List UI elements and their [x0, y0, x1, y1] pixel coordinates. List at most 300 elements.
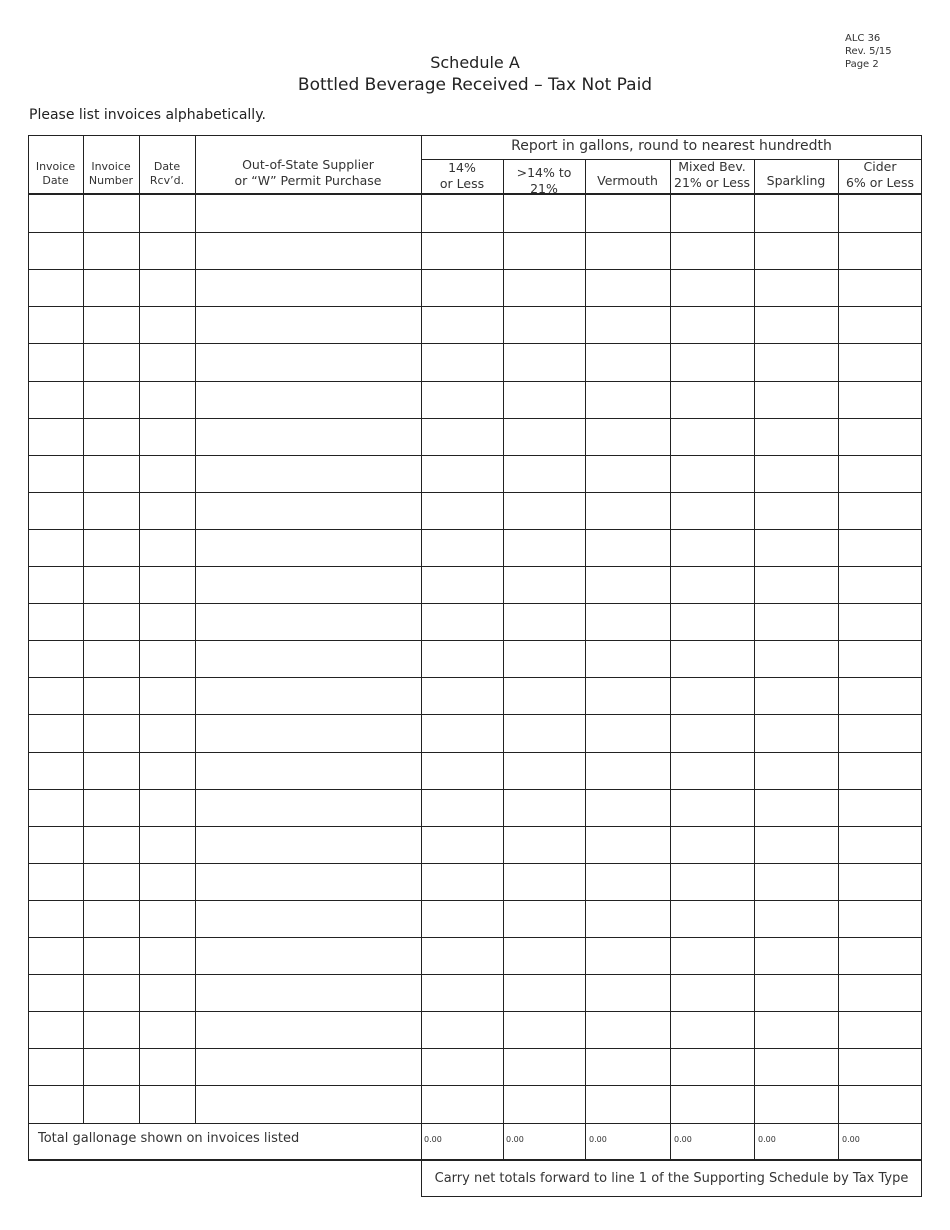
cell-fourteen_to_21[interactable]	[503, 343, 585, 380]
cell-date_received[interactable]	[139, 306, 195, 343]
cell-invoice_date[interactable]	[28, 381, 83, 418]
cell-vermouth[interactable]	[585, 418, 670, 455]
cell-vermouth[interactable]	[585, 863, 670, 900]
row-divider	[28, 752, 922, 753]
cell-supplier[interactable]	[195, 195, 421, 232]
cell-fourteen_to_21[interactable]	[503, 640, 585, 677]
cell-cider[interactable]	[838, 492, 922, 529]
cell-supplier[interactable]	[195, 529, 421, 566]
cell-cider[interactable]	[838, 1085, 922, 1122]
cell-vermouth[interactable]	[585, 343, 670, 380]
cell-mixed_bev[interactable]	[670, 863, 754, 900]
cell-mixed_bev[interactable]	[670, 789, 754, 826]
cell-date_received[interactable]	[139, 455, 195, 492]
cell-fourteen_to_21[interactable]	[503, 714, 585, 751]
cell-invoice_number[interactable]	[83, 529, 139, 566]
cell-supplier[interactable]	[195, 900, 421, 937]
cell-sparkling[interactable]	[754, 566, 838, 603]
cell-invoice_date[interactable]	[28, 418, 83, 455]
cell-fourteen_or_less[interactable]	[421, 306, 503, 343]
form-revision: Rev. 5/15	[845, 46, 892, 57]
cell-sparkling[interactable]	[754, 1048, 838, 1085]
cell-invoice_number[interactable]	[83, 306, 139, 343]
cell-mixed_bev[interactable]	[670, 1085, 754, 1122]
cell-invoice_date[interactable]	[28, 640, 83, 677]
cell-fourteen_to_21[interactable]	[503, 381, 585, 418]
table-row	[28, 640, 922, 677]
cell-fourteen_to_21[interactable]	[503, 269, 585, 306]
cell-sparkling[interactable]	[754, 640, 838, 677]
cell-fourteen_or_less[interactable]	[421, 826, 503, 863]
total-14-or-less[interactable]: 0.00	[424, 1135, 442, 1144]
cell-sparkling[interactable]	[754, 863, 838, 900]
cell-fourteen_or_less[interactable]	[421, 640, 503, 677]
cell-invoice_number[interactable]	[83, 343, 139, 380]
row-divider	[28, 232, 922, 233]
cell-supplier[interactable]	[195, 863, 421, 900]
cell-fourteen_to_21[interactable]	[503, 566, 585, 603]
cell-invoice_number[interactable]	[83, 1011, 139, 1048]
cell-supplier[interactable]	[195, 455, 421, 492]
table-row	[28, 603, 922, 640]
table-row	[28, 974, 922, 1011]
cell-invoice_date[interactable]	[28, 195, 83, 232]
table-row	[28, 195, 922, 232]
cell-sparkling[interactable]	[754, 343, 838, 380]
table-row	[28, 455, 922, 492]
cell-supplier[interactable]	[195, 269, 421, 306]
cell-fourteen_or_less[interactable]	[421, 1048, 503, 1085]
cell-fourteen_to_21[interactable]	[503, 1011, 585, 1048]
cell-fourteen_to_21[interactable]	[503, 195, 585, 232]
cell-date_received[interactable]	[139, 863, 195, 900]
cell-supplier[interactable]	[195, 492, 421, 529]
cell-mixed_bev[interactable]	[670, 232, 754, 269]
column-header-line1: Mixed Bev.	[678, 159, 746, 175]
table-row	[28, 566, 922, 603]
cell-supplier[interactable]	[195, 381, 421, 418]
cell-invoice_number[interactable]	[83, 974, 139, 1011]
cell-invoice_date[interactable]	[28, 529, 83, 566]
table-row	[28, 343, 922, 380]
cell-invoice_date[interactable]	[28, 937, 83, 974]
cell-fourteen_to_21[interactable]	[503, 974, 585, 1011]
cell-fourteen_to_21[interactable]	[503, 826, 585, 863]
cell-cider[interactable]	[838, 455, 922, 492]
cell-vermouth[interactable]	[585, 826, 670, 863]
row-divider	[28, 640, 922, 641]
cell-mixed_bev[interactable]	[670, 418, 754, 455]
cell-sparkling[interactable]	[754, 789, 838, 826]
cell-fourteen_to_21[interactable]	[503, 492, 585, 529]
cell-date_received[interactable]	[139, 789, 195, 826]
cell-invoice_date[interactable]	[28, 306, 83, 343]
cell-invoice_number[interactable]	[83, 232, 139, 269]
cell-vermouth[interactable]	[585, 1011, 670, 1048]
cell-invoice_date[interactable]	[28, 789, 83, 826]
column-header-line2: or “W” Permit Purchase	[234, 173, 382, 188]
cell-vermouth[interactable]	[585, 1048, 670, 1085]
total-sparkling[interactable]: 0.00	[758, 1135, 776, 1144]
cell-fourteen_or_less[interactable]	[421, 603, 503, 640]
cell-mixed_bev[interactable]	[670, 1048, 754, 1085]
cell-sparkling[interactable]	[754, 937, 838, 974]
cell-cider[interactable]	[838, 343, 922, 380]
cell-invoice_date[interactable]	[28, 232, 83, 269]
total-vermouth[interactable]: 0.00	[589, 1135, 607, 1144]
cell-mixed_bev[interactable]	[670, 529, 754, 566]
cell-fourteen_or_less[interactable]	[421, 863, 503, 900]
cell-mixed_bev[interactable]	[670, 566, 754, 603]
cell-invoice_number[interactable]	[83, 269, 139, 306]
cell-vermouth[interactable]	[585, 566, 670, 603]
row-divider	[28, 381, 922, 382]
cell-fourteen_or_less[interactable]	[421, 714, 503, 751]
column-header-line1: Date	[153, 160, 181, 174]
cell-cider[interactable]	[838, 752, 922, 789]
row-divider	[28, 1011, 922, 1012]
cell-invoice_number[interactable]	[83, 714, 139, 751]
cell-date_received[interactable]	[139, 826, 195, 863]
cell-supplier[interactable]	[195, 752, 421, 789]
cell-invoice_date[interactable]	[28, 1048, 83, 1085]
table-row	[28, 232, 922, 269]
table-row	[28, 826, 922, 863]
cell-supplier[interactable]	[195, 343, 421, 380]
cell-sparkling[interactable]	[754, 677, 838, 714]
cell-supplier[interactable]	[195, 937, 421, 974]
cell-vermouth[interactable]	[585, 306, 670, 343]
cell-invoice_date[interactable]	[28, 603, 83, 640]
cell-mixed_bev[interactable]	[670, 752, 754, 789]
cell-invoice_date[interactable]	[28, 714, 83, 751]
cell-cider[interactable]	[838, 789, 922, 826]
table-row	[28, 269, 922, 306]
table-row	[28, 418, 922, 455]
cell-fourteen_or_less[interactable]	[421, 1011, 503, 1048]
column-header-line2: 6% or Less	[845, 175, 915, 190]
cell-mixed_bev[interactable]	[670, 826, 754, 863]
cell-mixed_bev[interactable]	[670, 603, 754, 640]
cell-vermouth[interactable]	[585, 529, 670, 566]
cell-sparkling[interactable]	[754, 826, 838, 863]
cell-vermouth[interactable]	[585, 640, 670, 677]
cell-sparkling[interactable]	[754, 455, 838, 492]
cell-mixed_bev[interactable]	[670, 381, 754, 418]
cell-supplier[interactable]	[195, 1048, 421, 1085]
cell-date_received[interactable]	[139, 714, 195, 751]
cell-mixed_bev[interactable]	[670, 269, 754, 306]
cell-date_received[interactable]	[139, 566, 195, 603]
cell-mixed_bev[interactable]	[670, 1011, 754, 1048]
cell-fourteen_to_21[interactable]	[503, 937, 585, 974]
cell-cider[interactable]	[838, 603, 922, 640]
cell-vermouth[interactable]	[585, 381, 670, 418]
cell-vermouth[interactable]	[585, 677, 670, 714]
cell-date_received[interactable]	[139, 1011, 195, 1048]
cell-fourteen_or_less[interactable]	[421, 900, 503, 937]
cell-invoice_number[interactable]	[83, 677, 139, 714]
cell-mixed_bev[interactable]	[670, 974, 754, 1011]
cell-date_received[interactable]	[139, 1048, 195, 1085]
cell-cider[interactable]	[838, 677, 922, 714]
cell-fourteen_or_less[interactable]	[421, 232, 503, 269]
cell-vermouth[interactable]	[585, 232, 670, 269]
cell-vermouth[interactable]	[585, 269, 670, 306]
cell-invoice_date[interactable]	[28, 492, 83, 529]
total-14-to-21[interactable]: 0.00	[506, 1135, 524, 1144]
cell-fourteen_or_less[interactable]	[421, 343, 503, 380]
cell-fourteen_or_less[interactable]	[421, 1085, 503, 1122]
cell-invoice_number[interactable]	[83, 826, 139, 863]
cell-invoice_date[interactable]	[28, 826, 83, 863]
cell-cider[interactable]	[838, 826, 922, 863]
cell-supplier[interactable]	[195, 566, 421, 603]
cell-invoice_number[interactable]	[83, 381, 139, 418]
cell-invoice_number[interactable]	[83, 492, 139, 529]
cell-invoice_number[interactable]	[83, 455, 139, 492]
cell-fourteen_to_21[interactable]	[503, 677, 585, 714]
column-header-supplier	[195, 153, 421, 193]
cell-invoice_date[interactable]	[28, 863, 83, 900]
cell-supplier[interactable]	[195, 1011, 421, 1048]
cell-sparkling[interactable]	[754, 752, 838, 789]
cell-fourteen_or_less[interactable]	[421, 269, 503, 306]
cell-supplier[interactable]	[195, 826, 421, 863]
cell-supplier[interactable]	[195, 306, 421, 343]
cell-cider[interactable]	[838, 1011, 922, 1048]
cell-cider[interactable]	[838, 269, 922, 306]
cell-fourteen_to_21[interactable]	[503, 232, 585, 269]
cell-invoice_date[interactable]	[28, 1011, 83, 1048]
cell-mixed_bev[interactable]	[670, 306, 754, 343]
cell-fourteen_to_21[interactable]	[503, 603, 585, 640]
cell-vermouth[interactable]	[585, 974, 670, 1011]
cell-date_received[interactable]	[139, 677, 195, 714]
cell-sparkling[interactable]	[754, 974, 838, 1011]
cell-date_received[interactable]	[139, 529, 195, 566]
cell-date_received[interactable]	[139, 1085, 195, 1122]
cell-fourteen_or_less[interactable]	[421, 752, 503, 789]
cell-sparkling[interactable]	[754, 492, 838, 529]
cell-mixed_bev[interactable]	[670, 937, 754, 974]
cell-vermouth[interactable]	[585, 195, 670, 232]
cell-cider[interactable]	[838, 974, 922, 1011]
cell-cider[interactable]	[838, 195, 922, 232]
cell-invoice_number[interactable]	[83, 752, 139, 789]
cell-fourteen_to_21[interactable]	[503, 418, 585, 455]
table-row	[28, 381, 922, 418]
cell-date_received[interactable]	[139, 937, 195, 974]
cell-fourteen_or_less[interactable]	[421, 974, 503, 1011]
cell-cider[interactable]	[838, 418, 922, 455]
cell-fourteen_or_less[interactable]	[421, 937, 503, 974]
cell-date_received[interactable]	[139, 195, 195, 232]
cell-cider[interactable]	[838, 566, 922, 603]
column-header-line2: Date	[42, 174, 69, 187]
column-header-cider	[838, 157, 922, 193]
cell-fourteen_or_less[interactable]	[421, 677, 503, 714]
cell-date_received[interactable]	[139, 752, 195, 789]
cell-vermouth[interactable]	[585, 603, 670, 640]
total-gallonage-label: Total gallonage shown on invoices listed	[38, 1131, 300, 1146]
cell-vermouth[interactable]	[585, 937, 670, 974]
column-header-line1: Out-of-State Supplier	[242, 157, 374, 173]
cell-invoice_date[interactable]	[28, 566, 83, 603]
table-row	[28, 306, 922, 343]
cell-date_received[interactable]	[139, 492, 195, 529]
cell-invoice_number[interactable]	[83, 900, 139, 937]
cell-vermouth[interactable]	[585, 1085, 670, 1122]
cell-invoice_date[interactable]	[28, 752, 83, 789]
column-header-mixed-bev	[670, 157, 754, 193]
cell-mixed_bev[interactable]	[670, 714, 754, 751]
cell-sparkling[interactable]	[754, 232, 838, 269]
cell-fourteen_to_21[interactable]	[503, 789, 585, 826]
row-divider	[28, 937, 922, 938]
cell-sparkling[interactable]	[754, 381, 838, 418]
cell-vermouth[interactable]	[585, 455, 670, 492]
row-divider	[28, 677, 922, 678]
cell-invoice_number[interactable]	[83, 195, 139, 232]
cell-fourteen_to_21[interactable]	[503, 1085, 585, 1122]
cell-cider[interactable]	[838, 381, 922, 418]
row-divider	[28, 900, 922, 901]
cell-invoice_date[interactable]	[28, 1085, 83, 1122]
cell-mixed_bev[interactable]	[670, 195, 754, 232]
table-row	[28, 1011, 922, 1048]
row-divider	[28, 492, 922, 493]
cell-mixed_bev[interactable]	[670, 492, 754, 529]
cell-date_received[interactable]	[139, 603, 195, 640]
cell-date_received[interactable]	[139, 232, 195, 269]
cell-vermouth[interactable]	[585, 492, 670, 529]
cell-mixed_bev[interactable]	[670, 343, 754, 380]
cell-supplier[interactable]	[195, 640, 421, 677]
cell-cider[interactable]	[838, 640, 922, 677]
cell-supplier[interactable]	[195, 714, 421, 751]
cell-date_received[interactable]	[139, 418, 195, 455]
cell-fourteen_to_21[interactable]	[503, 863, 585, 900]
cell-sparkling[interactable]	[754, 529, 838, 566]
cell-sparkling[interactable]	[754, 603, 838, 640]
cell-vermouth[interactable]	[585, 789, 670, 826]
cell-supplier[interactable]	[195, 974, 421, 1011]
cell-invoice_number[interactable]	[83, 566, 139, 603]
table-row	[28, 677, 922, 714]
cell-cider[interactable]	[838, 529, 922, 566]
cell-fourteen_or_less[interactable]	[421, 566, 503, 603]
cell-fourteen_or_less[interactable]	[421, 492, 503, 529]
cell-date_received[interactable]	[139, 640, 195, 677]
cell-cider[interactable]	[838, 937, 922, 974]
cell-fourteen_to_21[interactable]	[503, 529, 585, 566]
cell-vermouth[interactable]	[585, 714, 670, 751]
cell-fourteen_or_less[interactable]	[421, 789, 503, 826]
cell-invoice_date[interactable]	[28, 269, 83, 306]
column-header-vermouth	[585, 169, 670, 193]
row-divider	[28, 455, 922, 456]
cell-sparkling[interactable]	[754, 1011, 838, 1048]
cell-supplier[interactable]	[195, 677, 421, 714]
cell-cider[interactable]	[838, 306, 922, 343]
cell-invoice_date[interactable]	[28, 677, 83, 714]
total-mixed-bev[interactable]: 0.00	[674, 1135, 692, 1144]
cell-fourteen_to_21[interactable]	[503, 1048, 585, 1085]
cell-cider[interactable]	[838, 1048, 922, 1085]
cell-sparkling[interactable]	[754, 418, 838, 455]
cell-invoice_number[interactable]	[83, 789, 139, 826]
cell-vermouth[interactable]	[585, 752, 670, 789]
cell-date_received[interactable]	[139, 974, 195, 1011]
cell-sparkling[interactable]	[754, 900, 838, 937]
total-cider[interactable]: 0.00	[842, 1135, 860, 1144]
cell-invoice_number[interactable]	[83, 937, 139, 974]
cell-invoice_date[interactable]	[28, 974, 83, 1011]
cell-mixed_bev[interactable]	[670, 900, 754, 937]
cell-invoice_date[interactable]	[28, 343, 83, 380]
cell-fourteen_to_21[interactable]	[503, 752, 585, 789]
cell-sparkling[interactable]	[754, 1085, 838, 1122]
cell-date_received[interactable]	[139, 381, 195, 418]
cell-invoice_number[interactable]	[83, 1048, 139, 1085]
cell-date_received[interactable]	[139, 269, 195, 306]
cell-sparkling[interactable]	[754, 269, 838, 306]
form-code: ALC 36	[845, 33, 881, 44]
cell-invoice_number[interactable]	[83, 418, 139, 455]
cell-mixed_bev[interactable]	[670, 455, 754, 492]
cell-fourteen_to_21[interactable]	[503, 455, 585, 492]
table-row	[28, 752, 922, 789]
cell-fourteen_or_less[interactable]	[421, 455, 503, 492]
cell-invoice_date[interactable]	[28, 455, 83, 492]
table-row	[28, 863, 922, 900]
cell-invoice_number[interactable]	[83, 1085, 139, 1122]
cell-supplier[interactable]	[195, 603, 421, 640]
cell-cider[interactable]	[838, 714, 922, 751]
cell-supplier[interactable]	[195, 418, 421, 455]
cell-mixed_bev[interactable]	[670, 640, 754, 677]
cell-sparkling[interactable]	[754, 306, 838, 343]
cell-supplier[interactable]	[195, 789, 421, 826]
cell-fourteen_or_less[interactable]	[421, 529, 503, 566]
cell-cider[interactable]	[838, 232, 922, 269]
cell-invoice_number[interactable]	[83, 640, 139, 677]
cell-date_received[interactable]	[139, 900, 195, 937]
cell-sparkling[interactable]	[754, 714, 838, 751]
cell-fourteen_to_21[interactable]	[503, 900, 585, 937]
cell-supplier[interactable]	[195, 1085, 421, 1122]
row-divider	[28, 1085, 922, 1086]
cell-invoice_date[interactable]	[28, 900, 83, 937]
row-divider	[28, 566, 922, 567]
cell-supplier[interactable]	[195, 232, 421, 269]
cell-fourteen_to_21[interactable]	[503, 306, 585, 343]
cell-fourteen_or_less[interactable]	[421, 418, 503, 455]
cell-mixed_bev[interactable]	[670, 677, 754, 714]
column-header-line2: Number	[88, 174, 134, 187]
cell-fourteen_or_less[interactable]	[421, 195, 503, 232]
cell-date_received[interactable]	[139, 343, 195, 380]
cell-sparkling[interactable]	[754, 195, 838, 232]
cell-invoice_number[interactable]	[83, 863, 139, 900]
cell-invoice_number[interactable]	[83, 603, 139, 640]
cell-fourteen_or_less[interactable]	[421, 381, 503, 418]
cell-vermouth[interactable]	[585, 900, 670, 937]
schedule-title: Schedule A	[430, 53, 520, 72]
cell-cider[interactable]	[838, 863, 922, 900]
cell-cider[interactable]	[838, 900, 922, 937]
